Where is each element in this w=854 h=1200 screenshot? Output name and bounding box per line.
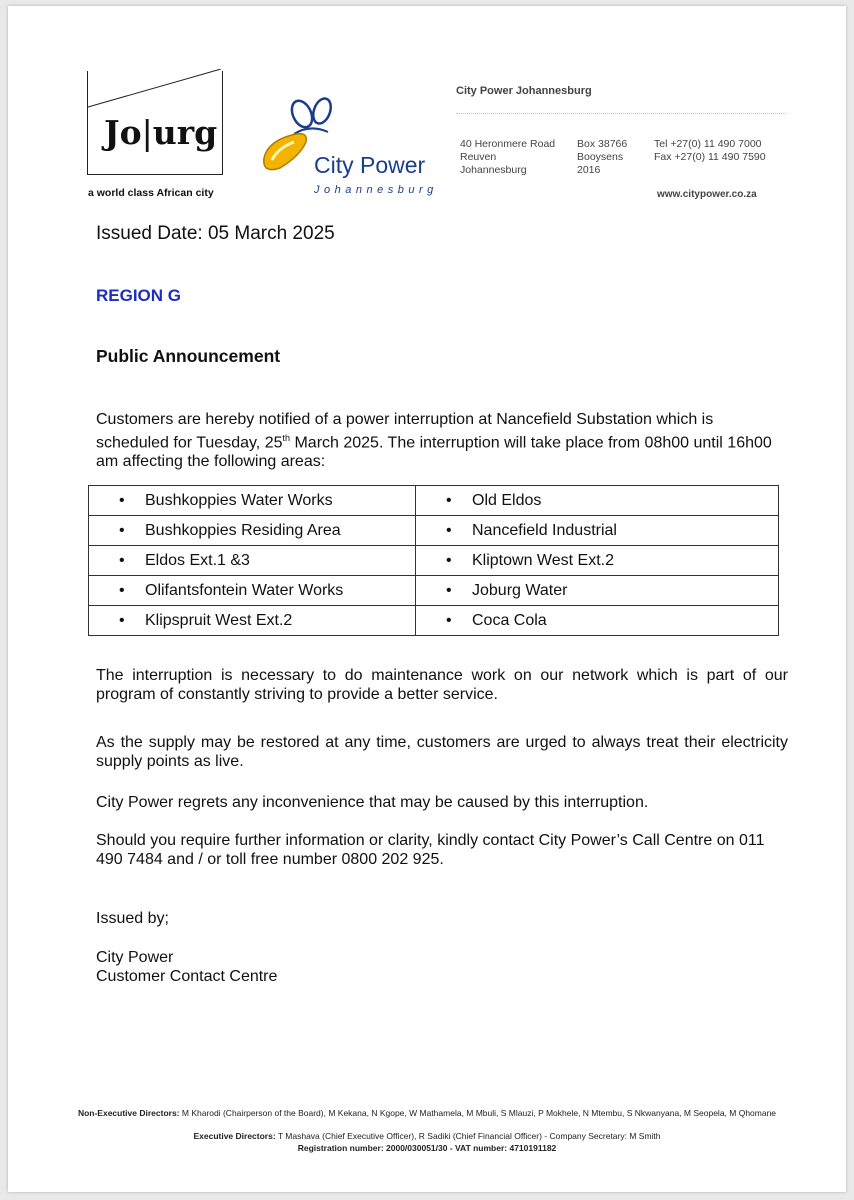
area-name: Coca Cola: [472, 611, 547, 629]
company-name: City Power Johannesburg: [456, 85, 592, 97]
table-row: [89, 576, 779, 606]
area-cell: [89, 546, 416, 576]
document-page: [8, 6, 846, 1192]
affected-areas-table: [88, 485, 779, 636]
bullet-icon: •: [119, 521, 125, 539]
area-name: Old Eldos: [472, 491, 542, 509]
area-cell: [416, 486, 779, 516]
area-name: Joburg Water: [472, 581, 568, 599]
table-row: [89, 546, 779, 576]
issued-date: Issued Date: 05 March 2025: [96, 223, 335, 244]
city-power-logo-sub: Johannesburg: [314, 184, 438, 196]
bullet-icon: •: [119, 581, 125, 599]
table-row: [89, 606, 779, 636]
area-name: Kliptown West Ext.2: [472, 551, 614, 569]
intro-text: Customers are hereby notified of a power interruption at Nancefield Substation which is scheduled for Tuesday, 25: [96, 411, 714, 452]
table-row: [89, 486, 779, 516]
area-cell: [89, 576, 416, 606]
address-block: [460, 138, 555, 177]
address-line: Johannesburg: [460, 164, 527, 176]
contact-paragraph: Should you require further information or clarity, kindly contact City Power’s Call Centre on 011 490 7484 and / or toll free number 0800 202 925.: [96, 832, 765, 868]
bullet-icon: •: [119, 491, 125, 509]
nonexec-names: M Kharodi (Chairperson of the Board), M Kekana, N Kgope, W Mathamela, M Mbuli, S Mlauzi, P Mokhele, N Mtembu, S Nkwanyana, M Seopela, M Qhomane: [179, 1108, 777, 1118]
bullet-icon: •: [446, 491, 452, 509]
announcement-heading: Public Announcement: [96, 346, 281, 366]
maintenance-paragraph: The interruption is necessary to do maintenance work on our network which is part of our program of constantly striving to provide a better service.: [96, 667, 788, 703]
area-name: Klipspruit West Ext.2: [145, 611, 293, 629]
signoff-org: City Power: [96, 949, 174, 966]
bullet-icon: •: [446, 611, 452, 629]
bullet-icon: •: [119, 551, 125, 569]
header-divider: [456, 113, 786, 114]
intro-text-cont: March 2025. The interruption will take place from 08h00 until 16h00 am affecting the following areas:: [96, 434, 772, 471]
footer-nonexec-directors: [60, 1108, 794, 1119]
exec-names: T Mashava (Chief Executive Officer), R Sadiki (Chief Financial Officer) - Company Secretary: M Smith: [275, 1131, 661, 1141]
bullet-icon: •: [119, 611, 125, 629]
supply-paragraph: As the supply may be restored at any time, customers are urged to always treat their electricity supply points as live.: [96, 734, 788, 770]
bullet-icon: •: [446, 581, 452, 599]
area-cell: [416, 606, 779, 636]
address-line: Reuven: [460, 151, 497, 163]
bullet-icon: •: [446, 521, 452, 539]
area-name: Olifantsfontein Water Works: [145, 581, 344, 599]
area-name: Bushkoppies Residing Area: [145, 521, 341, 539]
postal-line: Box 38766: [577, 138, 628, 150]
bullet-icon: •: [446, 551, 452, 569]
area-cell: [416, 576, 779, 606]
website-link[interactable]: www.citypower.co.za: [657, 189, 757, 200]
ordinal-suffix: th: [282, 433, 291, 443]
area-cell: [89, 486, 416, 516]
footer-registration: Registration number: 2000/030051/30 - VAT number: 4710191182: [297, 1143, 557, 1153]
joburg-tagline: a world class African city: [88, 187, 214, 199]
fax-line: Fax +27(0) 11 490 7590: [654, 151, 766, 163]
area-cell: [89, 516, 416, 546]
joburg-logo-word: Jo|urg: [104, 113, 218, 152]
address-line: 40 Heronmere Road: [460, 138, 556, 150]
contact-block: [654, 138, 766, 164]
nonexec-label: Non-Executive Directors:: [77, 1108, 180, 1118]
area-cell: [416, 546, 779, 576]
area-cell: [89, 606, 416, 636]
issued-by-label: Issued by;: [96, 910, 169, 927]
city-power-logo-name: City Power: [314, 152, 426, 178]
tel-line: Tel +27(0) 11 490 7000: [654, 138, 762, 150]
regret-paragraph: City Power regrets any inconvenience that may be caused by this interruption.: [96, 794, 649, 811]
area-cell: [416, 516, 779, 546]
footer-exec-directors: [60, 1131, 794, 1142]
intro-paragraph: [96, 410, 786, 471]
table-row: [89, 516, 779, 546]
postal-line: Booysens: [577, 151, 624, 163]
area-name: Eldos Ext.1 &3: [145, 551, 250, 569]
region-heading: REGION G: [96, 286, 182, 305]
signoff-dept: Customer Contact Centre: [96, 968, 278, 985]
area-name: Bushkoppies Water Works: [145, 491, 333, 509]
postal-block: [577, 138, 627, 177]
area-name: Nancefield Industrial: [472, 521, 617, 539]
exec-label: Executive Directors:: [193, 1131, 276, 1141]
postal-line: 2016: [577, 164, 601, 176]
